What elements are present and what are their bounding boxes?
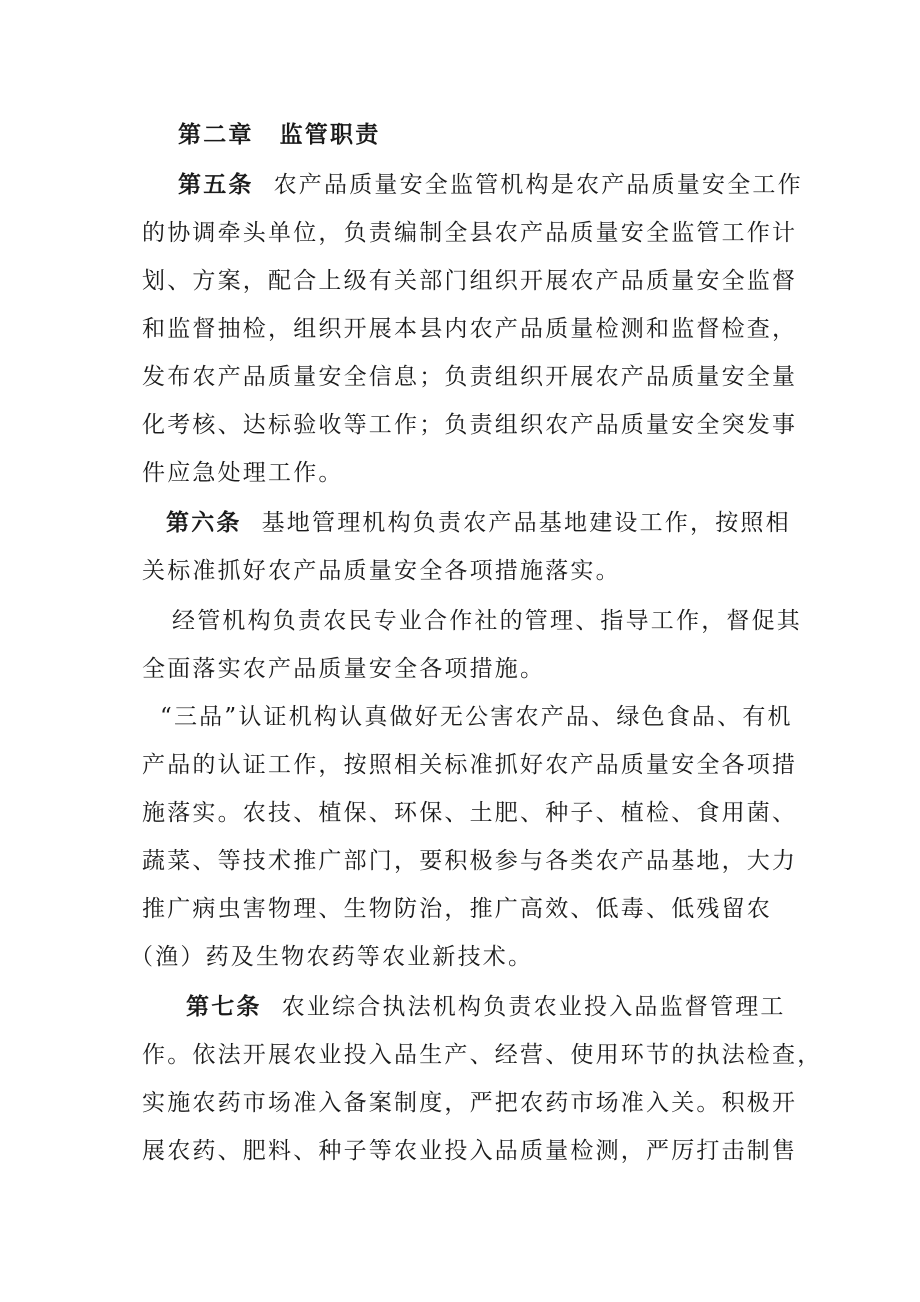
article-7-label: 第七条 (186, 993, 262, 1020)
chapter-heading (178, 120, 828, 150)
article-7-line-1 (186, 992, 836, 1022)
paragraph-cooperative-line-2: 全面落实农产品质量安全各项措施。 (142, 656, 546, 682)
paragraph-certification-line-1: “三品”认证机构认真做好无公害农产品、绿色食品、有机 (160, 704, 793, 730)
article-6-line-2: 关标准抓好农产品质量安全各项措施落实。 (142, 558, 621, 584)
article-7-line-3: 实施农药市场准入备案制度，严把农药市场准入关。积极开 (142, 1090, 798, 1116)
article-5-line-1 (178, 170, 828, 200)
article-7-line-2: 作。依法开展农业投入品生产、经营、使用环节的执法检查， (142, 1042, 823, 1068)
article-7-line-4: 展农药、肥料、种子等农业投入品质量检测，严厉打击制售 (142, 1138, 798, 1164)
article-5-line-2: 的协调牵头单位，负责编制全县农产品质量安全监管工作计 (142, 220, 798, 246)
article-5-text: 农产品质量安全监管机构是农产品质量安全工作 (273, 172, 803, 198)
article-5-line-6: 化考核、达标验收等工作；负责组织农产品质量安全突发事 (142, 412, 798, 438)
article-5-line-7: 件应急处理工作。 (142, 460, 344, 486)
paragraph-certification-line-4: 蔬菜、等技术推广部门，要积极参与各类农产品基地，大力 (142, 848, 798, 874)
chapter-title: 监管职责 (279, 121, 381, 148)
paragraph-certification-line-3: 施落实。农技、植保、环保、土肥、种子、植检、食用菌、 (142, 800, 798, 826)
article-7-text: 农业综合执法机构负责农业投入品监督管理工 (281, 994, 786, 1020)
paragraph-cooperative-line-1: 经管机构负责农民专业合作社的管理、指导工作，督促其 (172, 608, 802, 634)
article-6-text: 基地管理机构负责农产品基地建设工作，按照相 (261, 510, 791, 536)
article-5-line-3: 划、方案，配合上级有关部门组织开展农产品质量安全监督 (142, 268, 798, 294)
chapter-number: 第二章 (178, 121, 254, 148)
paragraph-certification-line-6: （渔）药及生物农药等农业新技术。 (130, 944, 534, 970)
article-6-line-1 (166, 508, 816, 538)
article-5-line-4: 和监督抽检，组织开展本县内农产品质量检测和监督检查， (142, 316, 798, 342)
article-6-label: 第六条 (166, 509, 242, 536)
article-5-label: 第五条 (178, 171, 254, 198)
paragraph-certification-line-2: 产品的认证工作，按照相关标准抓好农产品质量安全各项措 (142, 752, 798, 778)
paragraph-certification-line-5: 推广病虫害物理、生物防治，推广高效、低毒、低残留农 (142, 896, 772, 922)
article-5-line-5: 发布农产品质量安全信息；负责组织开展农产品质量安全量 (142, 364, 798, 390)
